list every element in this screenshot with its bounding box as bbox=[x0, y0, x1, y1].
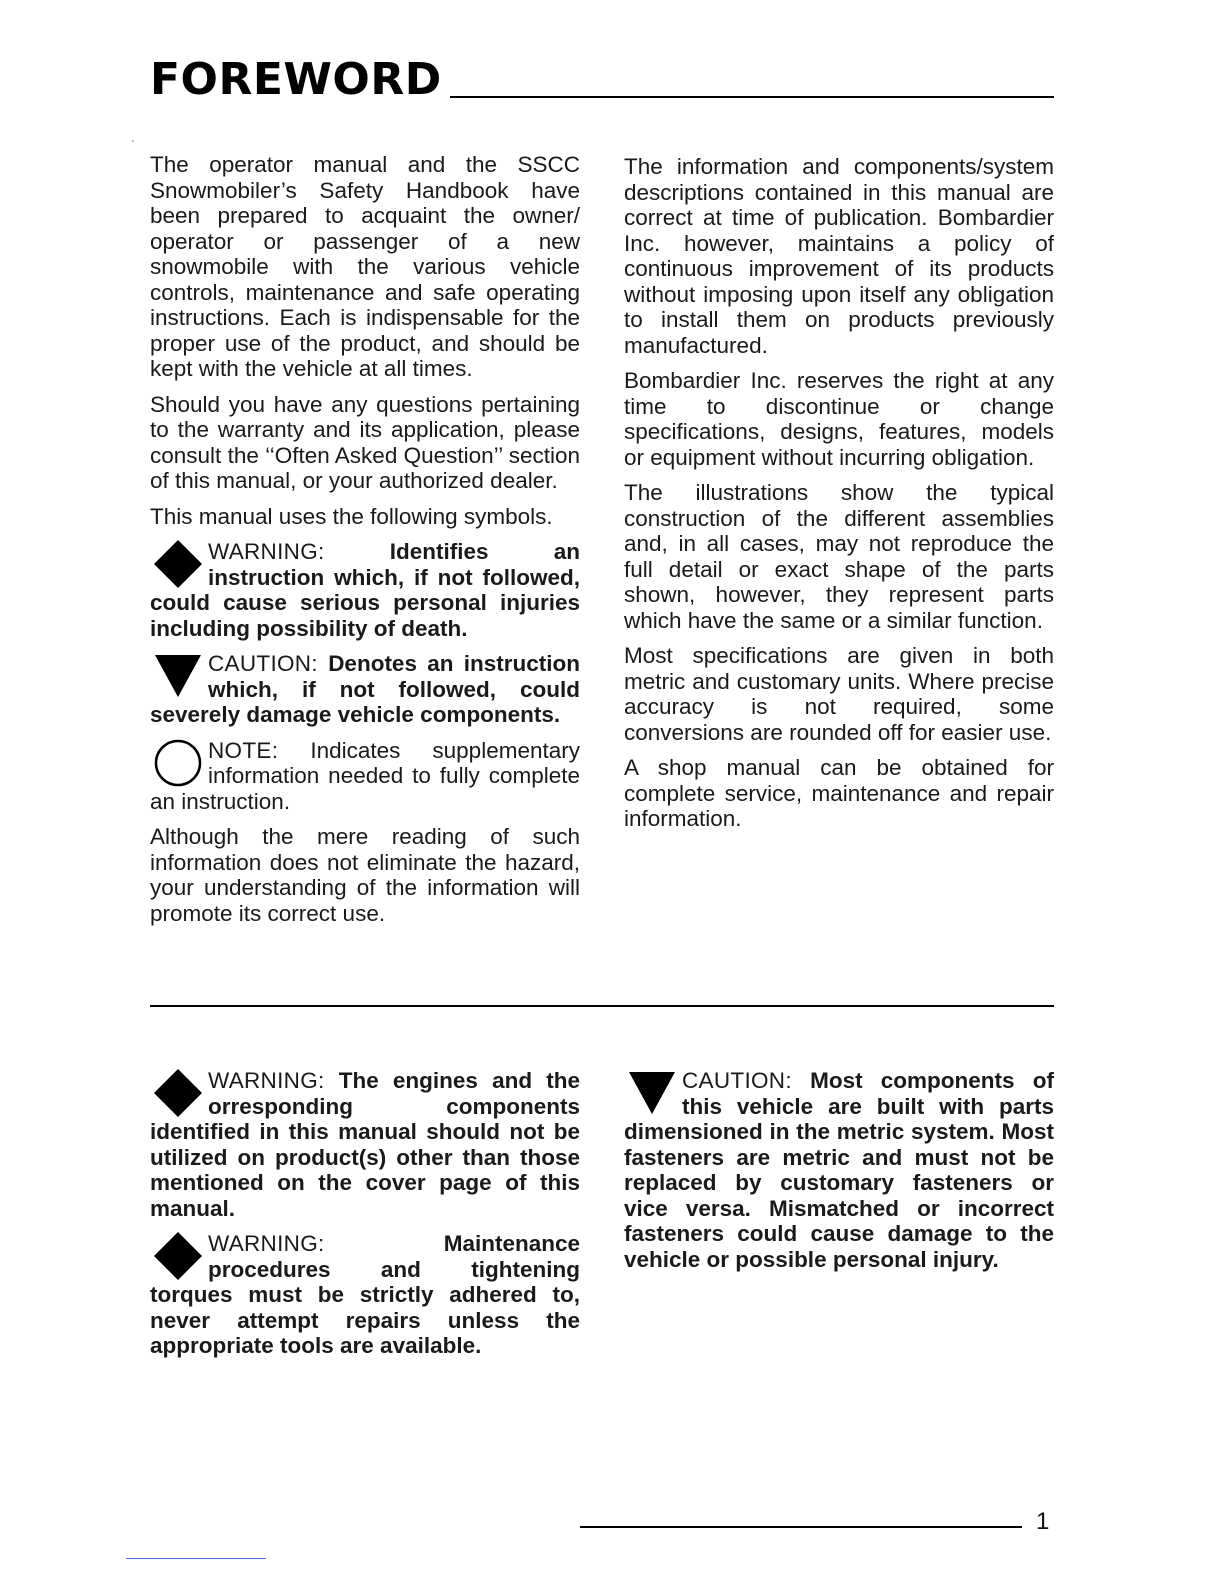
warning-maintenance-notice bbox=[150, 1231, 580, 1359]
warning-symbol-definition bbox=[150, 539, 580, 641]
notices-right-column bbox=[624, 1068, 1054, 1282]
title-underline bbox=[450, 96, 1054, 98]
warning-engines-text: The engines and the orresponding components identified in this manual should not be utilized on product(s) other than those mentioned on the cover page of this manual. bbox=[150, 1068, 580, 1221]
page-title: FOREWORD bbox=[150, 54, 442, 105]
intro-paragraph: The illustrations show the typical construction of the different assemblies and, in all cases, may not reproduce the full detail or exact shape of the parts shown, however, they represent parts which have the same or a similar function. bbox=[624, 480, 1054, 633]
intro-closing-paragraph: Although the mere reading of such information does not eliminate the hazard, your understanding of the information will promote its correct use. bbox=[150, 824, 580, 926]
warning-engines-notice bbox=[150, 1068, 580, 1221]
circle-icon bbox=[150, 738, 206, 788]
intro-paragraph: Bombardier Inc. reserves the right at any time to discontinue or change specifications, designs, features, models or equipment without incurring obligation. bbox=[624, 368, 1054, 470]
triangle-down-icon bbox=[150, 651, 206, 701]
notices-left-column bbox=[150, 1068, 580, 1369]
caution-metric-text: Most components of this vehicle are built with parts dimensioned in the metric system. Most fasteners are metric and must not be replaced by customary fasteners or vice versa. Mismatched or incorrect fasteners could cause damage to the vehicle or possible personal injury. bbox=[624, 1068, 1054, 1272]
intro-paragraph: A shop manual can be obtained for complete service, maintenance and repair information. bbox=[624, 755, 1054, 831]
footer-rule bbox=[580, 1526, 1022, 1528]
warning-keyword: WARNING: bbox=[208, 1231, 325, 1256]
warning-keyword: WARNING: bbox=[208, 539, 325, 564]
caution-keyword: CAUTION: bbox=[208, 651, 318, 676]
note-keyword: NOTE: bbox=[208, 737, 279, 763]
caution-definition-text: Denotes an instruction which, if not followed, could severely damage vehicle components. bbox=[150, 651, 580, 727]
section-divider bbox=[150, 1005, 1054, 1007]
warning-maintenance-text: Maintenance procedures and tightening torques must be strictly adhered to, never attempt repairs unless the appropriate tools are available. bbox=[150, 1231, 580, 1358]
diamond-icon bbox=[150, 1068, 206, 1118]
page-number: 1 bbox=[1036, 1508, 1050, 1535]
scan-speck bbox=[132, 140, 134, 142]
triangle-down-icon bbox=[624, 1068, 680, 1118]
warning-definition-text: Identifies an instruction which, if not followed, could cause serious personal injuries including possibility of death. bbox=[150, 539, 580, 641]
intro-right-column bbox=[624, 154, 1054, 842]
caution-symbol-definition bbox=[150, 651, 580, 728]
diamond-icon bbox=[150, 539, 206, 589]
warning-keyword: WARNING: bbox=[208, 1068, 325, 1093]
intro-paragraph: The information and components/system descriptions contained in this manual are correct at time of publication. Bombardier Inc. however, maintains a policy of continuous improvement of its products without imposing upon itself any obligation to install them on products previously manufactured. bbox=[624, 154, 1054, 358]
note-symbol-definition bbox=[150, 738, 580, 815]
caution-keyword: CAUTION: bbox=[682, 1068, 792, 1093]
diamond-icon bbox=[150, 1231, 206, 1281]
caution-metric-notice bbox=[624, 1068, 1054, 1272]
intro-left-column bbox=[150, 152, 580, 936]
intro-paragraph: The operator manual and the SSCC Snowmobiler’s Safety Handbook have been prepared to acquaint the owner/ operator or passenger of a new snowmobile with the various vehicle controls, maintenance and safe operating instructions. Each is indispensable for the proper use of the product, and should be kept with the vehicle at all times. bbox=[150, 152, 580, 381]
scan-artifact-line bbox=[126, 1558, 266, 1559]
note-definition-text: Indicates supplementary information needed to fully complete an instruction. bbox=[150, 737, 580, 814]
intro-paragraph: This manual uses the following symbols. bbox=[150, 503, 553, 529]
intro-paragraph: Should you have any questions pertaining to the warranty and its application, please consult the ‘‘Often Asked Question’’ section of this manual, or your authorized dealer. bbox=[150, 391, 580, 493]
intro-paragraph: Most specifications are given in both metric and customary units. Where precise accuracy is not required, some conversions are rounded off for easier use. bbox=[624, 643, 1054, 745]
page-title-row bbox=[150, 54, 1054, 106]
